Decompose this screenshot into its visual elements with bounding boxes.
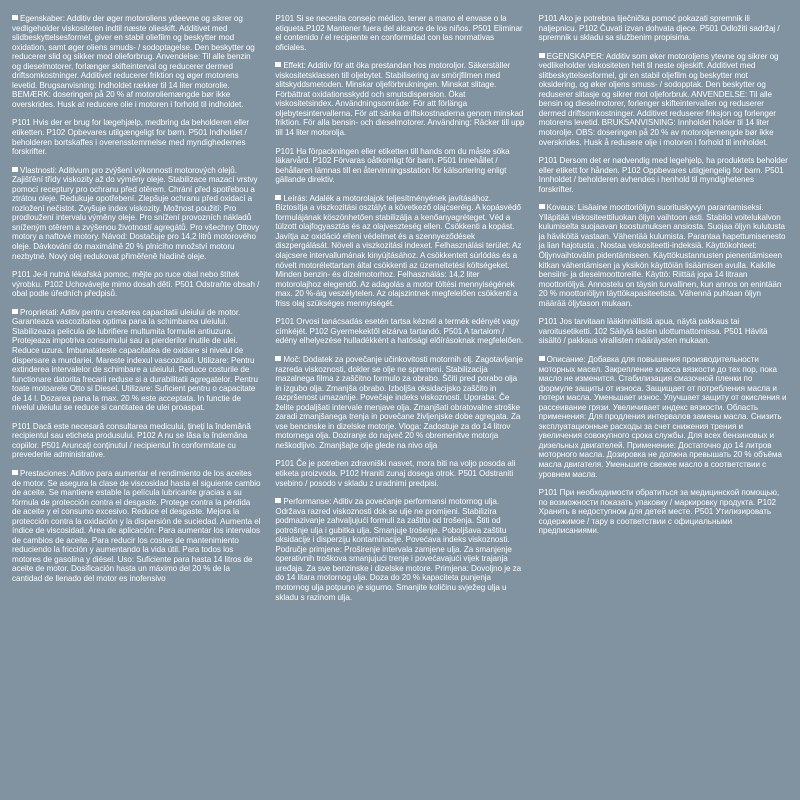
block-text: P101 Če je potreben zdravniški nasvet, mora biti na voljo posoda ali etiketa proizvoda. P102 Hraniti zunaj dosega otrok. P501 Odstraniti vsebino / posodo v skladu z uradnimi predpisi. bbox=[275, 459, 516, 488]
safety-statement-block bbox=[275, 147, 524, 185]
text-column-3 bbox=[539, 14, 788, 790]
product-description-block bbox=[539, 355, 788, 479]
block-text: Описание: Добавка для повышения производительности моторных масел. Закрепление класса вязкости до тех пор, пока масло не изменится. Стабилизация смазочной пленки по формуле защиты от износа. Защищает от потребления масла и потери масла. Уменьшает износ. Улучшает защиту от окисления и рассеивание грязи. Увеличивает индекс вязкости. Область применения: Для продления интервалов замены масла. Снизить эксплуатационные расходы за счет снижения трения и увеличения совокупного срока службы. Для всех бензиновых и дизельных двигателей. Применение: Достаточно до 14 литров моторного масла. Дозировка не должна превышать 20 % объёма масла двигателя. Уменьшите свежее масло в соответствии с уровнем масла. bbox=[538, 354, 787, 479]
block-text: P101 Ako je potrebna liječnička pomoć pokazati spremnik ili naljepnicu. P102 Čuvati izvan dohvata djece. P501 Odložiti sadržaj / spremnik u skladu sa službenim propisima. bbox=[538, 14, 780, 43]
bullet-marker-icon bbox=[12, 167, 18, 172]
product-description-block bbox=[275, 61, 524, 137]
block-text: Effekt: Additiv för att öka prestandan hos motoroljor. Säkerställer viskositetsklassen till oljebytet. Stabilisering av smörjfilmen med slitskyddsmetoden. Minskar oljeförbrukningen. Minskat slitage. Förbättrat oxidationsskydd och smutsdispersion. Ökat viskositetsindex. Användningsområde: För att förlänga oljebytesintervallerna. För att sänka driftskostnaderna genom minskad friktion. För alla bensin- och dieselmotorer. Användning: Räcker till upp till 14 liter motorolja. bbox=[275, 61, 525, 138]
block-text: P101 Je-li nutná lékařská pomoc, mějte po ruce obal nebo štítek výrobku. P102 Uchovávejte mimo dosah dětí. P501 Odstraňte obsah / obal podle úředních předpisů. bbox=[12, 270, 260, 299]
bullet-marker-icon bbox=[539, 204, 545, 209]
safety-statement-block bbox=[539, 488, 788, 536]
product-description-block bbox=[12, 14, 261, 109]
block-text: P101 При необходимости обратиться за медицинской помощью, по возможности показать упаковку / маркировку продукта. P102 Хранить в недоступном для детей месте. P501 Утилизировать содержимое / тару в соответствии с официальными предписаниями. bbox=[538, 488, 780, 536]
bullet-marker-icon bbox=[539, 53, 545, 58]
block-text: P101 Dersom det er nødvendig med legehjelp, ha produktets beholder eller etikett for hånden. P102 Oppbevares utilgjengelig for barn. P501 Innholdet / beholderen avhendes i henhold til myndighetenes forskrifter. bbox=[538, 156, 788, 194]
safety-statement-block bbox=[275, 459, 524, 488]
product-description-block bbox=[275, 497, 524, 602]
safety-statement-block bbox=[12, 118, 261, 156]
block-text: P101 Dacă este necesară consultarea medicului, țineți la îndemână recipientul sau eticheta produsului. P102 A nu se lăsa la îndemâna copiilor. P501 Aruncați conținutul / recipientul în conformitate cu prevederile administrative. bbox=[12, 421, 251, 460]
product-description-block bbox=[539, 52, 788, 147]
safety-statement-block bbox=[539, 317, 788, 346]
bullet-marker-icon bbox=[12, 309, 18, 314]
block-text: P101 Orvosi tanácsadás esetén tartsa kéznél a termék edényét vagy címkéjét. P102 Gyermekektől elzárva tartandó. P501 A tartalom / edény elhelyezése hulladékként a hatósági előírásoknak megfelelően. bbox=[275, 317, 524, 346]
text-column-2 bbox=[275, 14, 524, 790]
safety-statement-block bbox=[275, 14, 524, 52]
safety-statement-block bbox=[539, 14, 788, 43]
block-text: P101 Jos tarvitaan lääkinnällistä apua, näytä pakkaus tai varoitusetiketti. 102 Säilytä lasten ulottumattomissa. P501 Hävitä sisältö / pakkaus virallisten määräysten mukaan. bbox=[538, 317, 768, 346]
block-text: Leírás: Adalék a motorolajok teljesítményének javításához. Biztosítja a viszkozitási osztályt a következő olajcseréig. A kopásvédő formulájának köszönhetően stabilizálja a kenőanyagréteget. Véd a túlzott olajfogyasztás és az olajveszteség ellen. Csökkenti a kopást. Javítja az oxidáció elleni védelmet és a szennyeződések diszpergálását. Növeli a viszkozitási indexet. Felhasználási terület: Az olajcsere intervallumának kinyújtásához. A csökkentett súrlódás és a növelt motorélettartam által csökkenti az üzemeltetési költségeket. Minden benzin- és dízelmotorhoz. Felhasználás: 14,2 liter motorolajhoz elegendő. Az adagolás a motor töltési mennyiségének max. 20 %-áig veszélytelen. Az olajszintnek megfelelően csökkenti a friss olaj szükséges mennyiségét. bbox=[275, 193, 522, 308]
product-description-block bbox=[539, 203, 788, 308]
block-text: Egenskaber: Additiv der øger motoroliens ydeevne og sikrer og vedligeholder viskositeten indtil næste olieskift. Additivet med slidbeskyttelsesformel, giver en stabil oliefilm og beskytter mod oxidation, samt øger oliens smuds- / sodoptagelse. Den beskytter og reducerer slid og sikker mod olieforbrug. Anvendelse: Til alle benzin og dieselmotorer, forlænger skifteinterval og reducerer dermed driftsomkostninger. Additivet reducerer friktion og øger motorens levetid. Brugsanvisning: Indholdet rækker til 14 liter motorolie. BEMÆRK: doseringen på 20 % af motoroliemængde bør ikke overskrides. Husk at reducere olie i motoren i forhold til indholdet. bbox=[12, 14, 255, 109]
text-column-1 bbox=[12, 14, 261, 790]
safety-statement-block bbox=[275, 317, 524, 346]
product-description-block bbox=[12, 308, 261, 413]
bullet-marker-icon bbox=[539, 356, 545, 361]
block-text: Proprietati: Aditiv pentru cresterea capacitatii uleiului de motor. Garanteaza vascozitatea optima pana la schimbarea uleiului. Stabilizeaza pelicula de lubrifiere multumita formulei antiuzura. Protejeaza impotriva consumului sau a pierderilor inutile de ulei. Reduce uzura. Imbunatateste capacitatea de oxidare si nivelul de dispersare a murdariei. Mareste indexul vascozitatii. Utilizare: Pentru extinderea intervalelor de schimbare a uleiului. Reduce costurile de functionare datorita frecarii reduse si a durabilitatii agregatelor. Pentru toate motoarele Otto si Diesel. Utilizare: Suficient pentru o capacitate de 14 l. Dozarea pana la max. 20 % este acceptata. In functie de nivelul uleiului se reduce si cantitatea de ulei proaspat. bbox=[12, 307, 258, 413]
product-description-block bbox=[12, 469, 261, 584]
bullet-marker-icon bbox=[275, 62, 281, 67]
block-text: Performanse: Aditiv za povećanje performansi motornog ulja. Održava razred viskoznosti dok se ulje ne promijeni. Stabilizira podmazivanje zahvaljujući formuli za zaštitu od trošenja. Štiti od potrošnje ulja i gubitka ulja. Smanjuje trošenje. Poboljšava zaštitu oksidacije i disperziju kontaminacije. Povećava indeks viskoznosti. Područje primjene: Proširenje intervala zamjene ulja. Za smanjenje operativnih troškova smanjujući trenje i povećavajući vijek trajanja uređaja. Za sve benzinske i dizelske motore. Primjena: Dovoljno je za do 14 litara motornog ulja. Doza do 20 % kapaciteta punjenja motornog ulja potpuno je sigurno. Smanjite količinu svježeg ulja u skladu s razinom ulja. bbox=[275, 497, 522, 602]
block-text: Vlastnosti: Aditivum pro zvýšení výkonnosti motorových olejů. Zajišťění třídy viskozity až do výměny oleje. Stabilizace mazací vrstvy pomocí receptury pro ochranu před otěrem. Chrání před spotřebou a ztrátou oleje. Redukuje opotřebení. Zlepšuje ochranu před oxidací a rozložení nečistot. Zvyšuje index viskozity. Možnost použití: Pro prodloužení intervalu výměny oleje. Pro snížení provozních nákladů sníženým otěrem a zvýšenou životností agregátů. Pro všechny Ottovy motory a naftové motory. Návod: Dostačuje pro 14,2 litrů motorového oleje. Dávkování do maximálně 20 % plnicího množství motoru nezbytné. Nový olej redukovat přiměřeně hladině oleje. bbox=[12, 165, 260, 261]
product-description-block bbox=[275, 355, 524, 450]
product-description-block bbox=[12, 166, 261, 261]
safety-statement-block bbox=[12, 270, 261, 299]
block-text: P101 Si se necesita consejo médico, tener a mano el envase o la etiqueta.P102 Mantener fuera del alcance de los niños. P501 Eliminar el contenido / el recipiente en conformidad con las normativas oficiales. bbox=[275, 14, 523, 52]
block-text: Prestaciones: Aditivo para aumentar el rendimiento de los aceites de motor. Se asegura la clase de viscosidad hasta el siguiente cambio de aceite. Se mantiene estable la película lubricante gracias a su fórmula de protección contra el desgaste. Protege contra la pérdida de aceite y el consumo excesivo. Reduce el desgaste. Mejora la protección contra la oxidación y la dispersión de suciedad. Aumenta el índice de viscosidad. Área de aplicación: Para aumentar los intervalos de cambios de aceite. Para reducir los costes de mantenimiento reduciendo la fricción y aumentando la vida útil. Para todos los motores de gasolina y diésel. Uso: Suficiente para hasta 14 litros de aceite de motor. Dosificación hasta un máximo del 20 % de la cantidad de llenado del motor es inofensivo bbox=[12, 468, 261, 583]
safety-statement-block bbox=[12, 422, 261, 460]
bullet-marker-icon bbox=[275, 356, 281, 361]
safety-statement-block bbox=[539, 156, 788, 194]
bullet-marker-icon bbox=[275, 195, 281, 200]
block-text: Moč: Dodatek za povečanje učinkovitosti motornih olj. Zagotavljanje razreda viskoznosti, dokler se olje ne spremeni. Stabilizacija mazalnega filma z zaščitno formulo za obrabo. Ščiti pred porabo olja in izgubo olja. Zmanjša obrabo. Izboljša oksidacijsko zaščito in razpršenost umazanije. Povečaje indeks viskoznosti. Uporaba: Če želite podaljšati intervale menjave olja. Zmanjšati obratovalne stroške zaradi zmanjšanega trenja in povečane življenjske dobe agregata. Za vse bencinske in dizelske motorje. Vloga: Zadostuje za do 14 litrov motornega olja. Doziranje do največ 20 % obremenitve motorja neškodljivo. Zmanjšajte olje glede na nivo olja bbox=[275, 354, 523, 450]
block-text: Kovaus: Lisäaine moottoriöljyn suorituskyvyn parantamiseksi. Ylläpitää viskositeettiluokan öljyn vaihtoon asti. Stabiloi voitelukalvon kulumiselta suojaavan koostumuksen ansiosta. Suojaa öljyn kulutusta ja häviköitä vastaan. Vähentää kulumista. Parantaa hapettumisenesto ja lian hajotusta . Nostaa viskositeetti-indeksiä. Käyttökohteet: Öljynvaihtovälin pidentämiseen. Käyttökustannusten pienentämiseen kitkan vähentämisen ja yksikön käyttöiän lisäämisen avulla. Kaikille bensiini- ja dieselmoottoreille. Käyttö: Riittää jopa 14 litraan moottoriöljyä. Annostelu on täysin turvallinen, kun annos on enintään 20 % moottoriöljyn täyttökapasiteetista. Vähennä puhtaan öljyn määrää öljytason mukaan. bbox=[538, 203, 786, 308]
bullet-marker-icon bbox=[12, 470, 18, 475]
bullet-marker-icon bbox=[12, 15, 18, 20]
block-text: P101 Ha förpackningen eller etiketten till hands om du måste söka läkarvård. P102 Förvaras oåtkomligt för barn. P501 Innehållet / behållaren lämnas till en återvinningsstation för kälsortering enligt gällande direktiv. bbox=[275, 146, 510, 185]
product-description-block bbox=[275, 194, 524, 309]
block-text: EGENSKAPER: Additiv som øker motoroljens ytevne og sikrer og vedlikeholder viskositeten helt til neste oljeskift. Additivet med slitbeskyttelsesformel, gir en stabil oljefilm og beskytter mot oksidering, og øker oljens smuss- / sodopptak. Den beskytter og reduserer slitasje og sikrer mot oljeforbruk. ANVENDELSE: Til alle bensin og dieselmotorer, forlenger skifteintervallen og reduserer dermed driftsomkostninger. Additivet reduserer friksjon og forlenger motorens levetid. BRUKSANVISNING: Innholdet holder til 14 liter motorolje. OBS: doseringen på 20 % av motoroljemengde bør ikke overskrides. Husk å redusere olje i motoren i forhold til innholdet. bbox=[538, 51, 779, 147]
block-text: P101 Hvis der er brug for lægehjælp, medbring da beholderen eller etiketten. P102 Opbevares utilgængeligt for børn. P501 Indholdet / beholderen bortskaffes i overensstemmelse med myndighedernes forskrifter. bbox=[12, 118, 250, 157]
bullet-marker-icon bbox=[275, 498, 281, 503]
